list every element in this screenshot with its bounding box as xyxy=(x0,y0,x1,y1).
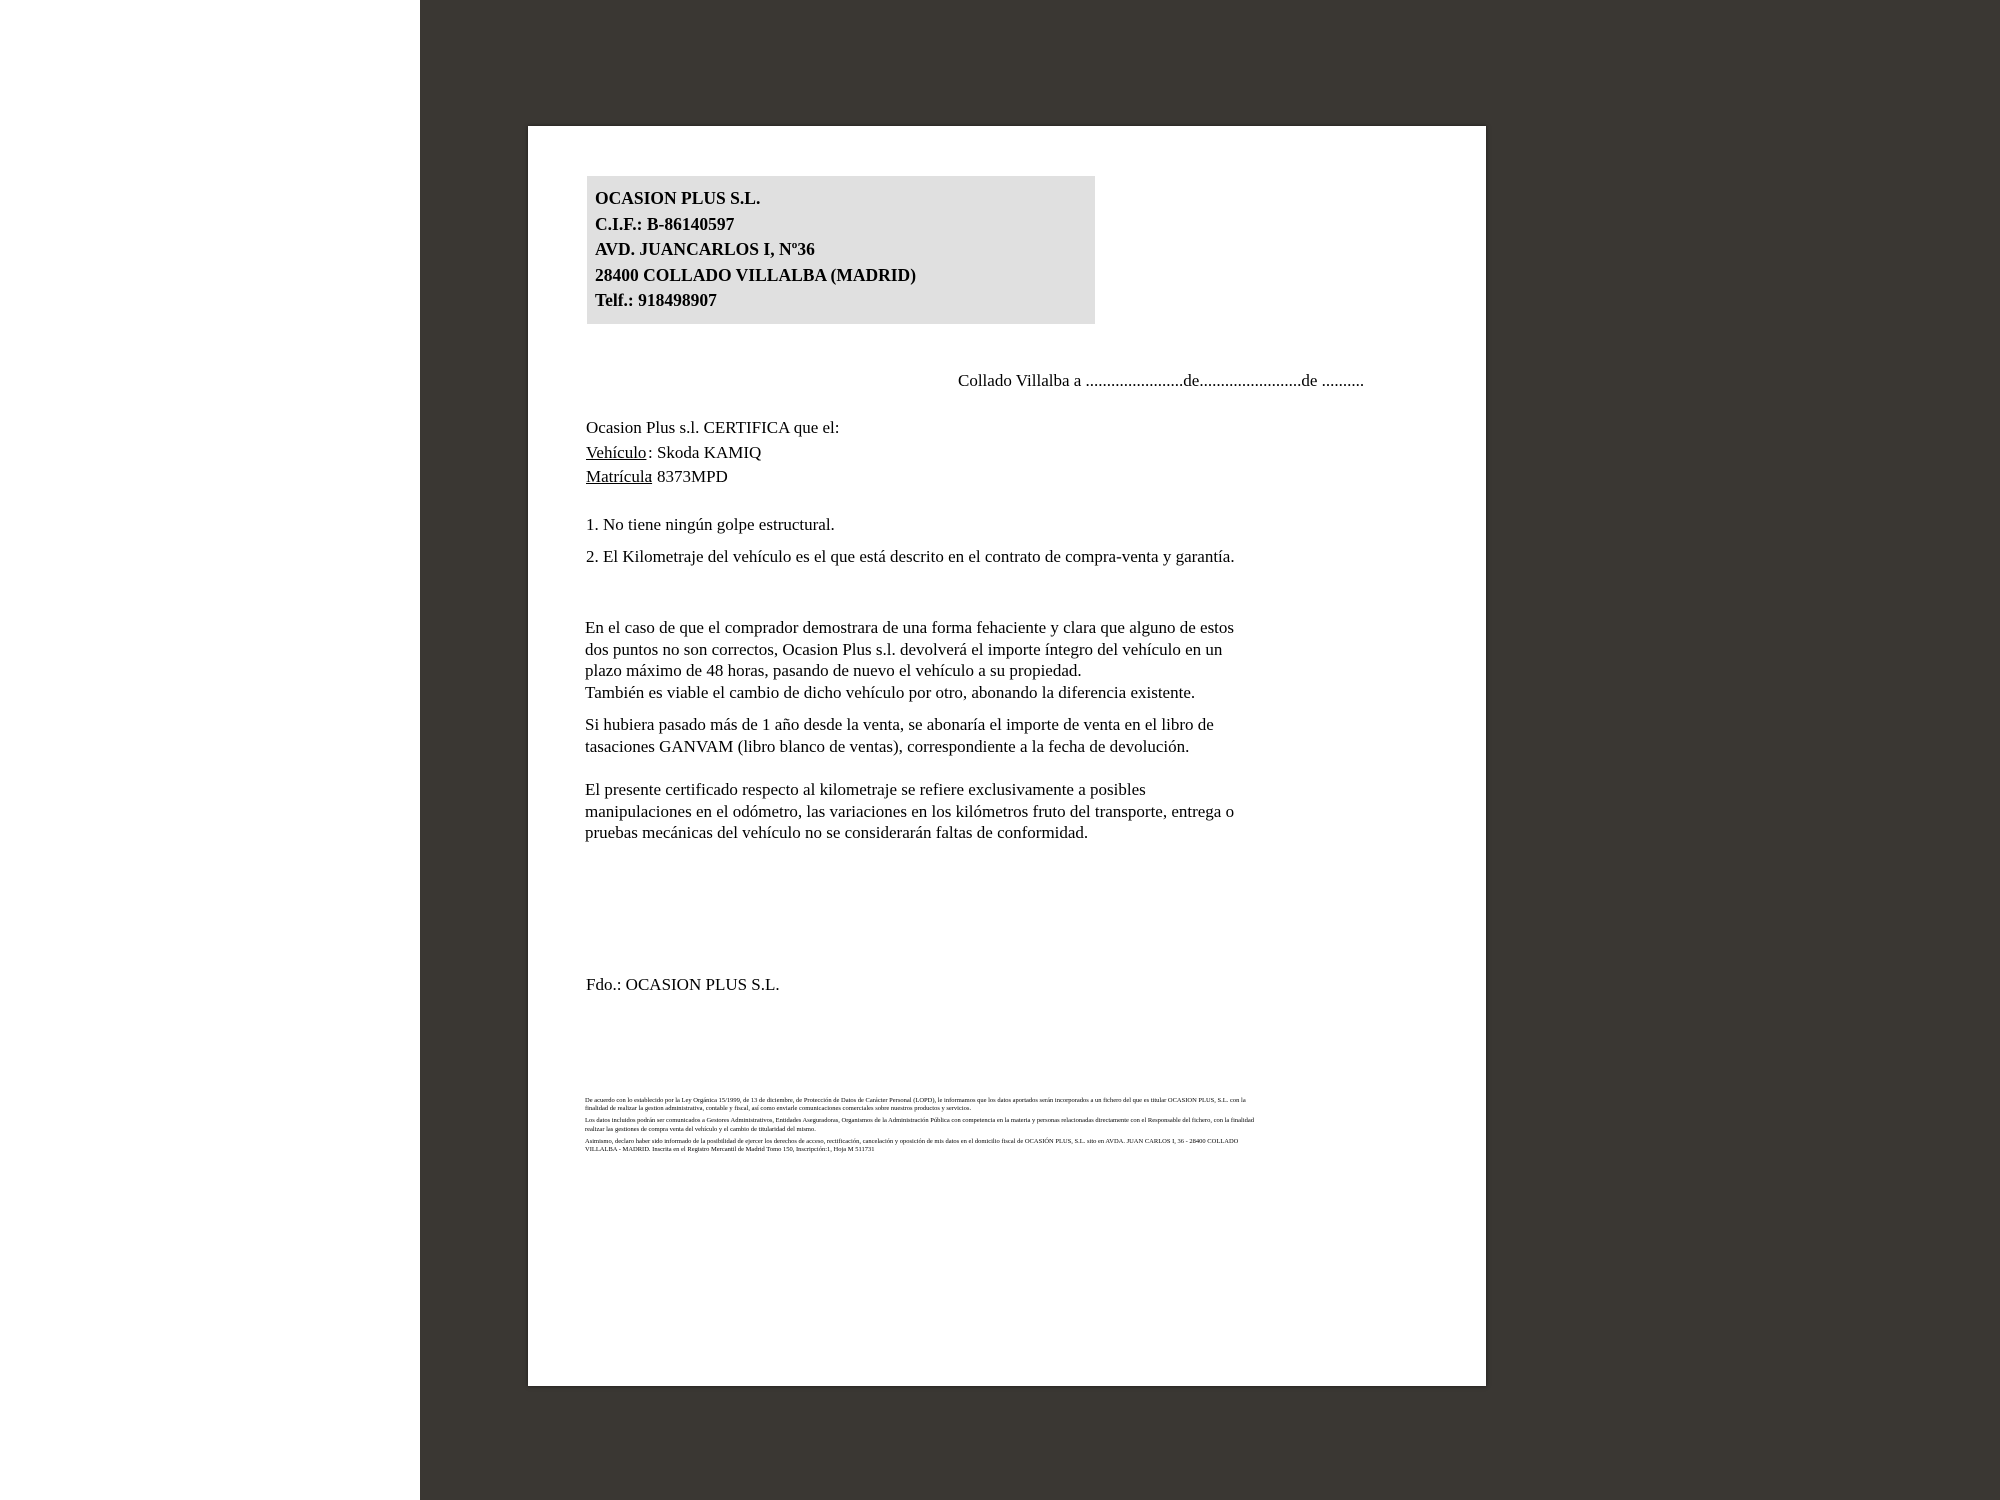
signature-line: Fdo.: OCASION PLUS S.L. xyxy=(586,975,780,994)
date-line: Collado Villalba a .......................de........................de .......... xyxy=(958,371,1365,390)
field-matricula-value: : 8373MPD xyxy=(648,467,728,486)
certification-point-2: 2. El Kilometraje del vehículo es el que está descrito en el contrato de compra-venta y garantía. xyxy=(586,547,1235,566)
paragraph-refund: En el caso de que el comprador demostrara de una forma fehaciente y clara que alguno de estos dos puntos no son correctos, Ocasion Plus s.l. devolverá el importe íntegro del vehículo en un plazo máximo de 48 horas, pasando de nuevo el vehículo a su propiedad. xyxy=(585,618,1235,680)
company-phone: Telf.: 918498907 xyxy=(595,290,717,310)
legal-notice xyxy=(585,1097,1255,1158)
field-vehiculo xyxy=(586,443,761,463)
paragraph-exchange: También es viable el cambio de dicho vehículo por otro, abonando la diferencia existente. xyxy=(585,683,1196,702)
paragraph-ganvam: Si hubiera pasado más de 1 año desde la venta, se abonaría el importe de venta en el libro de tasaciones GANVAM (libro blanco de ventas), correspondiente a la fecha de devolución. xyxy=(585,715,1214,756)
company-city: 28400 COLLADO VILLALBA (MADRID) xyxy=(595,264,917,285)
certification-point-1: 1. No tiene ningún golpe estructural. xyxy=(586,515,835,534)
field-matricula-label: Matrícula xyxy=(586,467,653,486)
page-content xyxy=(528,126,1486,1386)
legal-paragraph-1: De acuerdo con lo establecido por la Ley Orgánica 15/1999, de 13 de diciembre, de Protección de Datos de Carácter Personal (LOPD), le informamos que los datos aportados serán incorporados a un fichero del que es titular OCASION PLUS, S.L. con la finalidad de realizar la gestion administrativa, contable y fiscal, así como enviarle comunicaciones comerciales sobre nuestros productos y servicios. xyxy=(585,1097,1246,1113)
document-page xyxy=(528,126,1486,1386)
legal-paragraph-2: Los datos incluidos podrán ser comunicados a Gestores Administrativos, Entidades Aseguradoras, Organismos de la Administración Pública con competencia en la materia y personas relacionadas directamente con el Responsable del fichero, con la finalidad realizar las gestiones de compra venta del vehículo y el cambio de titularidad del mismo. xyxy=(585,1117,1255,1133)
company-street: AVD. JUANCARLOS I, Nº36 xyxy=(595,239,815,259)
company-name: OCASION PLUS S.L. xyxy=(595,188,761,208)
field-matricula xyxy=(586,467,728,487)
field-vehiculo-label: Vehículo xyxy=(586,443,647,462)
certification-intro: Ocasion Plus s.l. CERTIFICA que el: xyxy=(586,418,840,437)
company-cif: C.I.F.: B-86140597 xyxy=(595,213,735,234)
legal-paragraph-3: Asimismo, declaro haber sido informado de la posibilidad de ejercer los derechos de acceso, rectificación, cancelación y oposición de mis datos en el domicilio fiscal de OCASIÓN PLUS, S.L. sito en AVDA. JUAN CARLOS I, 36 - 28400 COLLADO VILLALBA - MADRID. Inscrita en el Registro Mercantil de Madrid Tomo 150, Inscripción:1, Hoja M 511731 xyxy=(585,1137,1239,1154)
paragraph-odometer: El presente certificado respecto al kilometraje se refiere exclusivamente a posibles manipulaciones en el odómetro, las variaciones en los kilómetros fruto del transporte, entrega o pruebas mecánicas del vehículo no se considerarán faltas de conformidad. xyxy=(585,780,1235,842)
field-vehiculo-value: : Skoda KAMIQ xyxy=(648,443,762,462)
company-address-block xyxy=(587,176,1095,324)
